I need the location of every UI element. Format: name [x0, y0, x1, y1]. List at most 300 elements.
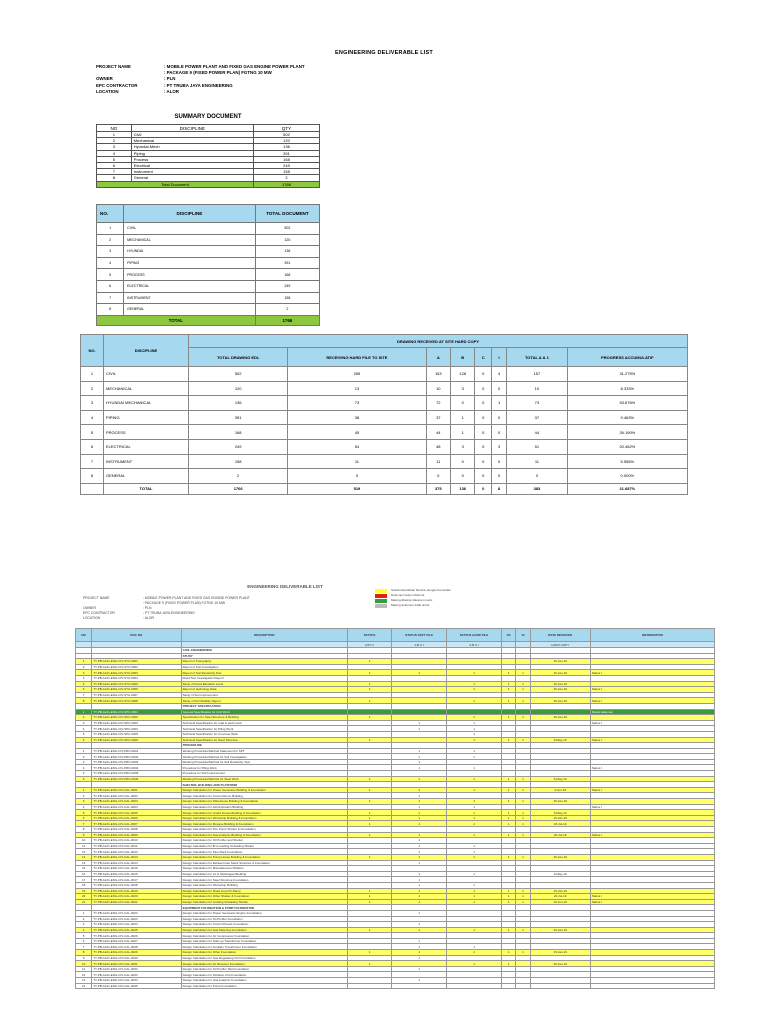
cell: 1	[392, 832, 447, 838]
cell: 12	[76, 972, 92, 978]
cell: 1	[347, 799, 391, 805]
cell: 10	[426, 381, 450, 396]
cell: 1	[447, 950, 502, 956]
cell: Design Calculation for Other Foundation	[181, 950, 347, 956]
cell: 158	[255, 292, 319, 304]
header-cell: A	[426, 348, 450, 367]
cell: 3	[76, 720, 92, 726]
cell: 1	[447, 670, 502, 676]
cell: 1	[347, 950, 391, 956]
cell: 4	[76, 927, 92, 933]
cell: 6	[76, 737, 92, 743]
cell: 136	[253, 144, 319, 150]
cell: 13	[76, 978, 92, 984]
cell: TY-PB-AL01-ENG-CIV-CAL-0023	[92, 916, 181, 922]
total-cell: 375	[426, 483, 450, 494]
cell: Design Calculation for Pump Foundation	[181, 983, 347, 989]
cell: 44	[507, 425, 568, 440]
cell: Design Calculation for Fire Pump Shelter & Foundation	[181, 827, 347, 833]
cell: 1	[392, 748, 447, 754]
cell: 48	[426, 439, 450, 454]
cell: 1	[516, 670, 530, 676]
cell: 1	[516, 888, 530, 894]
cell: 2	[76, 715, 92, 721]
cell: 11	[76, 966, 92, 972]
cell: 3	[76, 922, 92, 928]
cell: TY-PB-AL01-ENG-CIV-CAL-0001	[92, 787, 181, 793]
cell: TY-PB-AL01-ENG-CIV-CAL-0017	[92, 877, 181, 883]
cell: 1	[516, 854, 530, 860]
cell: 1	[347, 810, 391, 816]
cell: 1	[516, 894, 530, 900]
cell: 1	[516, 776, 530, 782]
cell: 6	[76, 687, 92, 693]
cell: Report of Soil Investigation	[181, 664, 347, 670]
cell: 1	[502, 815, 516, 821]
total-label: TOTAL	[97, 315, 256, 325]
cell: TY-PB-AL01-ENG-CIV-STU-0003	[92, 670, 181, 676]
cell: 9	[76, 955, 92, 961]
cell: Design Calculation for Loading Unloading Shelter	[181, 899, 347, 905]
cell: TY-PB-AL01-ENG-CIV-CAL-0003	[92, 799, 181, 805]
cell: 1	[447, 799, 502, 805]
cell: 0	[451, 469, 475, 484]
cell: GENERAL	[104, 469, 189, 484]
cell: 1	[392, 793, 447, 799]
legend-text: Masing-Masing dokumen revisi	[391, 598, 433, 602]
cell: TY-PB-AL01-ENG-CIV-CAL-0013	[92, 854, 181, 860]
cell: 21	[76, 899, 92, 905]
cell: 4-Jun-19	[530, 787, 590, 793]
cell: 1	[447, 776, 502, 782]
cell: TY-PB-AL01-ENG-CIV-CAL-0006	[92, 815, 181, 821]
cell: 20-Jul-19	[530, 821, 590, 827]
cell: Mechanical	[131, 138, 253, 144]
cell: 6	[97, 162, 132, 168]
table-row	[81, 396, 688, 411]
cell: TY-PB-AL01-ENG-CIV-CAL-0021	[92, 899, 181, 905]
cell: Design Calculation for Control Panels Foundation	[181, 922, 347, 928]
cell: 2	[189, 469, 288, 484]
cell: 120	[189, 381, 288, 396]
cell: TY-PB-AL01-ENG-CIV-STU-0008	[92, 698, 181, 704]
cell: Design Calculation for B.H Loading Unloading Shelter	[181, 843, 347, 849]
cell: Status I	[590, 737, 714, 743]
header-cell: SI	[516, 629, 530, 642]
cell: 1	[447, 894, 502, 900]
cell: 158	[189, 454, 288, 469]
legend-text: Sudah diserahkan Review dengan Konsultan	[391, 588, 451, 592]
cell	[516, 983, 530, 989]
total-cell: 519	[288, 483, 426, 494]
cell: Specification for Steel Structure & Building	[181, 715, 347, 721]
info-value: : ALOR	[143, 616, 154, 620]
cell: TY-PB-AL01-ENG-CIV-SPC-0006	[92, 737, 181, 743]
table-row	[81, 469, 688, 484]
info-key: OWNER	[96, 76, 113, 82]
project-info	[96, 64, 305, 95]
cell: 1	[447, 715, 502, 721]
header-cell: B	[451, 348, 475, 367]
cell: 3	[97, 144, 132, 150]
cell: 1	[447, 687, 502, 693]
cell: 1	[447, 737, 502, 743]
legend-swatch	[375, 604, 387, 608]
cell: Design Calculation for Control Room Building	[181, 793, 347, 799]
cell: 17	[76, 877, 92, 883]
header-cell: DISCIPLINE	[131, 125, 253, 132]
cell: Design Calculation for Oil Purifier Foundation	[181, 916, 347, 922]
cell: 168	[189, 425, 288, 440]
cell: 6	[76, 815, 92, 821]
cell: Design Calculation for Miscellaneous Platform	[181, 866, 347, 872]
header-discipline: DISCIPLINE	[104, 335, 189, 367]
table-row	[81, 410, 688, 425]
cell: 1	[502, 899, 516, 905]
cell: Report of Soil Resistivity Test	[181, 670, 347, 676]
cell: 168	[253, 156, 319, 162]
cell: 1	[392, 843, 447, 849]
drawing-progress-table	[80, 334, 688, 495]
cell: 5	[81, 425, 104, 440]
cell: 37	[507, 410, 568, 425]
cell: Design Calculation for Pipe Rack Foundation	[181, 849, 347, 855]
cell: 6	[81, 439, 104, 454]
subheader-cell: A B C I	[392, 642, 447, 648]
total-row	[81, 483, 688, 494]
cell: Design Calculation for Auxiliary Transformer Foundation	[181, 944, 347, 950]
cell: 502	[255, 223, 319, 235]
cell: 38	[288, 410, 426, 425]
info-key: LOCATION	[83, 616, 101, 620]
cell: Design Calculation for Workshop Building	[181, 882, 347, 888]
header-cell: DATE RECEIVED	[530, 629, 590, 642]
table-row	[81, 381, 688, 396]
cell: Design Calculation for Start-up Transformer Foundation	[181, 938, 347, 944]
cell: 249	[189, 439, 288, 454]
cell: TY-PB-AL01-ENG-CIV-CAL-0007	[92, 821, 181, 827]
cell: 1	[502, 681, 516, 687]
header-row	[97, 205, 320, 223]
subheader-cell: HARD COPY	[530, 642, 590, 648]
cell: 5.556%	[567, 454, 687, 469]
legend-swatch	[375, 594, 387, 598]
cell: 1	[502, 810, 516, 816]
info-key: PROJECT NAME	[96, 64, 131, 69]
cell: TY-PB-AL01-ENG-CIV-CAL-0029	[92, 950, 181, 956]
cell: 1	[392, 944, 447, 950]
cell: 1	[347, 681, 391, 687]
cell: 8	[97, 175, 132, 181]
header-cell: RECEIVING HARD FILE TO SITE	[288, 348, 426, 367]
cell: 1	[516, 815, 530, 821]
cell: 1	[392, 849, 447, 855]
cell: 502	[253, 132, 319, 138]
sheet-title: ENGINEERING DELIVERABLE LIST	[247, 584, 323, 589]
info-key: LOCATION	[96, 88, 119, 94]
cell: 13	[288, 381, 426, 396]
cell: 1	[516, 687, 530, 693]
cell: 1	[392, 927, 447, 933]
cell: 1	[347, 854, 391, 860]
cell: 4	[76, 675, 92, 681]
total-value: 1766	[253, 181, 319, 187]
cell: 1	[516, 737, 530, 743]
table-row	[81, 439, 688, 454]
cell: 7	[76, 821, 92, 827]
cell: 1	[447, 843, 502, 849]
cell: 1	[502, 787, 516, 793]
legend-swatch	[375, 589, 387, 593]
cell: Design Calculation for Filtration Unit Foundation	[181, 972, 347, 978]
table-row	[97, 234, 320, 246]
header-cell: NO	[76, 629, 92, 642]
info-value: : ALOR	[164, 88, 179, 94]
cell: TY-PB-AL01-ENG-CIV-CAL-0034	[92, 978, 181, 984]
info-key: OWNER	[83, 606, 96, 610]
cell: 1	[447, 882, 502, 888]
cell: 0	[451, 396, 475, 411]
header-group: DRAWING RECEIVED AT SITE HARD COPY	[189, 335, 688, 348]
cell: 0	[507, 469, 568, 484]
cell: TY-PB-AL01-ENG-CIV-STU-0006	[92, 687, 181, 693]
cell: 1	[392, 966, 447, 972]
cell: Status I	[590, 765, 714, 771]
cell: 1	[516, 715, 530, 721]
cell: Design Calculation for LV & Switchgear Building	[181, 871, 347, 877]
info-value: : MOBILE POWER PLANT AND FIXED GAS ENGINE POWER PLANT	[143, 596, 250, 600]
cell: Design Calculation for Oil Purifier and Shelter	[181, 838, 347, 844]
cell: 15-Jan-19	[530, 815, 590, 821]
cell: 1	[447, 720, 502, 726]
cell: TY-PB-AL01-ENG-CIV-STU-0007	[92, 692, 181, 698]
cell: 1	[347, 899, 391, 905]
cell: 4	[491, 367, 506, 382]
total-row	[97, 315, 320, 325]
cell: 51	[507, 439, 568, 454]
cell: 1	[502, 854, 516, 860]
cell: TY-PB-AL01-ENG-CIV-SPC-0002	[92, 715, 181, 721]
cell: 1	[392, 860, 447, 866]
cell: 6	[97, 280, 124, 292]
cell: Study of Soil Stability Report	[181, 698, 347, 704]
cell: HYUNDAI MECHANICAL	[104, 396, 189, 411]
header-no: NO.	[81, 335, 104, 367]
sheet-project-info	[83, 596, 250, 621]
cell: 1	[447, 731, 502, 737]
cell: 391	[255, 257, 319, 269]
cell: 1	[447, 871, 502, 877]
cell: TY-PB-AL01-ENG-CIV-CAL-0031	[92, 961, 181, 967]
header-cell: TOTAL DOCUMENT	[255, 205, 319, 223]
cell: 1	[447, 765, 502, 771]
header-cell: DISCIPLINE	[124, 205, 256, 223]
total-cell: 1766	[189, 483, 288, 494]
cell	[530, 983, 590, 989]
cell: 1	[516, 799, 530, 805]
cell: EQUIPMENT FOUNDATION & PUMP FOUNDATION	[181, 905, 347, 911]
cell: 1	[392, 804, 447, 810]
cell: 0	[475, 469, 492, 484]
cell: TY-PB-AL01-ENG-CIV-CAL-0004	[92, 804, 181, 810]
legend-text: Masing dokumen tidak untuk	[391, 603, 430, 607]
cell: 1	[447, 821, 502, 827]
cell: 1	[447, 854, 502, 860]
cell: TY-PB-AL01-ENG-CIV-CAL-0024	[92, 922, 181, 928]
cell: 20-Jul-19	[530, 894, 590, 900]
cell: 1	[447, 832, 502, 838]
cell: 1	[447, 748, 502, 754]
cell: TY-PB-AL01-ENG-CIV-CAL-0012	[92, 849, 181, 855]
cell: 7	[97, 292, 124, 304]
cell	[447, 983, 502, 989]
cell: 1	[502, 799, 516, 805]
cell: 1	[516, 681, 530, 687]
cell: TY-PB-AL01-ENG-CIV-CAL-0005	[92, 810, 181, 816]
cell: 15-Jan-19	[530, 961, 590, 967]
total-cell: 8	[491, 483, 506, 494]
cell: 73	[288, 396, 426, 411]
cell: 391	[253, 150, 319, 156]
header-cell: DESCRIPTION	[181, 629, 347, 642]
cell: Design Calculation for Gas Analyzer Foundation	[181, 978, 347, 984]
cell: 136	[255, 246, 319, 258]
cell: 11	[507, 454, 568, 469]
total-label: Total Document	[97, 181, 254, 187]
cell: 14	[76, 860, 92, 866]
cell: 8	[97, 304, 124, 316]
cell: 1	[516, 698, 530, 704]
cell: 1	[392, 938, 447, 944]
cell: SHELTER, BUILDING AND PLATFORM	[181, 782, 347, 788]
cell: 1	[347, 737, 391, 743]
summary-table-qty	[96, 124, 320, 188]
cell: Design Calculation for Gas Regulating Unit Foundation	[181, 955, 347, 961]
cell: 1	[502, 888, 516, 894]
cell: 1	[347, 698, 391, 704]
cell: 1	[392, 854, 447, 860]
cell: 1	[76, 910, 92, 916]
cell: General	[131, 175, 253, 181]
cell: 391	[189, 410, 288, 425]
cell: INSTRUMENT	[104, 454, 189, 469]
cell: 0	[475, 425, 492, 440]
cell: 2	[76, 664, 92, 670]
info-key: EPC CONTRACTOR	[96, 82, 138, 88]
cell: 4	[76, 765, 92, 771]
cell: 1	[392, 759, 447, 765]
cell: TY-PB-AL01-ENG-CIV-CAL-0022	[92, 910, 181, 916]
cell: 5	[97, 269, 124, 281]
header-row	[76, 629, 715, 642]
cell: 2	[76, 754, 92, 760]
header-cell: QTY	[253, 125, 319, 132]
cell: TY-PB-AL01-ENG-CIV-CAL-0032	[92, 966, 181, 972]
cell: 0	[475, 439, 492, 454]
cell: 120	[255, 234, 319, 246]
table-row	[97, 257, 320, 269]
cell: 1	[502, 927, 516, 933]
cell: 1	[347, 821, 391, 827]
cell: TY-PB-AL01-ENG-CIV-PRO-0004	[92, 765, 181, 771]
cell: 1	[502, 670, 516, 676]
cell: Design Calculation for Gas Metering Foundation	[181, 927, 347, 933]
table-row	[76, 983, 715, 989]
cell: 11	[426, 454, 450, 469]
header-cell: NO	[97, 125, 132, 132]
cell: 1	[392, 978, 447, 984]
cell: 1	[516, 832, 530, 838]
cell: 16	[76, 871, 92, 877]
cell: 136	[189, 396, 288, 411]
cell: 15-Jun-19	[530, 899, 590, 905]
cell: 1	[502, 698, 516, 704]
cell: TY-PB-AL01-ENG-CIV-CAL-0019	[92, 888, 181, 894]
cell: 2	[255, 304, 319, 316]
cell: 5	[97, 156, 132, 162]
cell: 0	[426, 469, 450, 484]
cell	[347, 983, 391, 989]
cell: 9.463%	[567, 410, 687, 425]
cell: 18	[76, 882, 92, 888]
info-value: : PACKAGE 9 (FIXED POWER PLAN) FGTNG 10 MW	[164, 70, 272, 76]
header-cell: NO.	[97, 205, 124, 223]
cell: 0	[475, 410, 492, 425]
cell: Working Procedure/Method for Soil Resistivity Test	[181, 759, 347, 765]
cell: General Specification for Civil Work	[181, 709, 347, 715]
cell: 9	[76, 832, 92, 838]
cell: 1	[392, 799, 447, 805]
cell: 6-May-19	[530, 737, 590, 743]
cell: PIPING	[124, 257, 256, 269]
cell: GENERAL	[124, 304, 256, 316]
cell: 1	[502, 832, 516, 838]
cell: 1	[447, 927, 502, 933]
cell: 15-Jan-19	[530, 670, 590, 676]
cell: 1	[392, 894, 447, 900]
header-cell: TOTAL A & 1	[507, 348, 568, 367]
cell: Design Calculation for Mosque Building & Foundation	[181, 821, 347, 827]
cell: 1	[516, 787, 530, 793]
cell: 5	[76, 810, 92, 816]
cell: 1	[447, 726, 502, 732]
legend-text: Dokumen belum diterima	[391, 593, 425, 597]
cell: 15-Jan-19	[530, 698, 590, 704]
header-cell: SC	[502, 629, 516, 642]
cell: 120	[253, 138, 319, 144]
cell: ELECTRICAL	[124, 280, 256, 292]
cell: 1	[447, 961, 502, 967]
cell: 1	[76, 748, 92, 754]
cell: TY-PB-AL01-ENG-CIV-CAL-0026	[92, 933, 181, 939]
header-cell: I	[491, 348, 506, 367]
cell: Design Calculation for Gas Analyzer Building & Foundation	[181, 832, 347, 838]
cell: TY-PB-AL01-ENG-CIV-CAL-0015	[92, 866, 181, 872]
cell: 1	[447, 810, 502, 816]
legend-swatch	[375, 599, 387, 603]
cell: 14	[76, 983, 92, 989]
info-key: PROJECT NAME	[83, 596, 110, 600]
total-cell: 0	[475, 483, 492, 494]
cell: 1	[392, 815, 447, 821]
summary-table-total-document	[96, 204, 320, 326]
cell: 1	[502, 737, 516, 743]
header-cell: STATUS SOFT FILE	[392, 629, 447, 642]
cell: 2	[76, 916, 92, 922]
cell: 3	[76, 670, 92, 676]
cell: Design Calculation for Exhaust Gas Stack Structure & Foundation	[181, 860, 347, 866]
cell: TY-PB-AL01-ENG-CIV-STU-0005	[92, 681, 181, 687]
